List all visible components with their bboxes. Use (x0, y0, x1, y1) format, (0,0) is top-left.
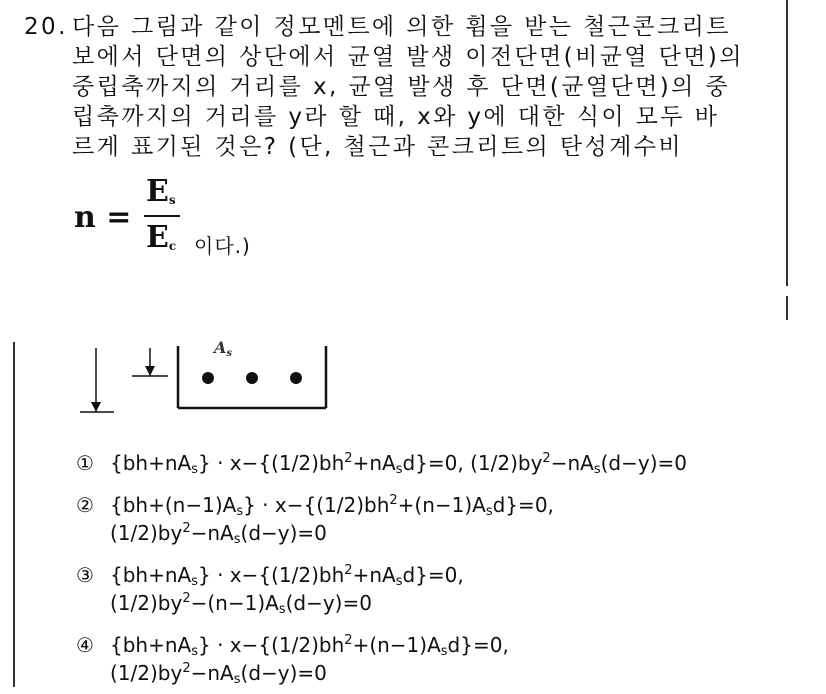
beam-section-figure (70, 342, 340, 422)
option-3[interactable]: ③ $\{bh+nA_s\} \cdot x-\{(1/2)bh^2+nA_sd\}=0$, (76, 563, 464, 589)
rebar-dot (290, 372, 302, 384)
question-line-2: 보에서 단면의 상단에서 균열 발생 이전단면(비균열 단면)의 (72, 44, 744, 70)
question-line-4: 립축까지의 거리를 y라 할 때, x와 y에 대한 식이 모두 바 (72, 104, 720, 130)
left-column-rule (13, 342, 15, 687)
option-1[interactable]: ① $\{bh+nA_s\} \cdot x-\{(1/2)bh^2+nA_sd\}=0$, $(1/2)by^2-nA_s(d-y)=0$ (76, 451, 687, 477)
option-marker-4: ④ (76, 633, 94, 657)
question-line-1: 다음 그림과 같이 정모멘트에 의한 휨을 받는 철근콘크리트 (72, 14, 731, 40)
rebar-dot (202, 372, 214, 384)
right-column-rule-short (786, 296, 788, 320)
rebar-dot (246, 372, 258, 384)
steel-area-label: $A_s$ (214, 338, 233, 359)
option-4-line-2: $(1/2)by^2-nA_s(d-y)=0$ (110, 661, 327, 687)
option-4[interactable]: ④ $\{bh+nA_s\} \cdot x-\{(1/2)bh^2+(n-1)A_sd\}=0$, (76, 633, 509, 659)
option-3-line-2: $(1/2)by^2-(n-1)A_s(d-y)=0$ (110, 591, 372, 617)
option-marker-3: ③ (76, 563, 94, 587)
right-column-rule (786, 0, 788, 286)
question-line-5: 르게 표기된 것은? (단, 철근과 콘크리트의 탄성계수비 (72, 134, 683, 160)
question-number: 20. (24, 14, 68, 40)
option-marker-1: ① (76, 451, 94, 475)
modular-ratio-formula (72, 170, 392, 280)
option-2[interactable]: ② $\{bh+(n-1)A_s\} \cdot x-\{(1/2)bh^2+(n-1)A_sd\}=0$, (76, 493, 554, 519)
formula-lhs: n = (74, 200, 132, 235)
question-line-3: 중립축까지의 거리를 x, 균열 발생 후 단면(균열단면)의 중 (72, 74, 731, 100)
formula-suffix: 이다.) (194, 234, 251, 258)
formula-numerator: $E_s$ (146, 174, 176, 209)
option-2-line-2: $(1/2)by^2-nA_s(d-y)=0$ (110, 521, 327, 547)
option-marker-2: ② (76, 493, 94, 517)
fraction-bar (144, 215, 180, 217)
formula-denominator: $E_c$ (146, 220, 177, 255)
